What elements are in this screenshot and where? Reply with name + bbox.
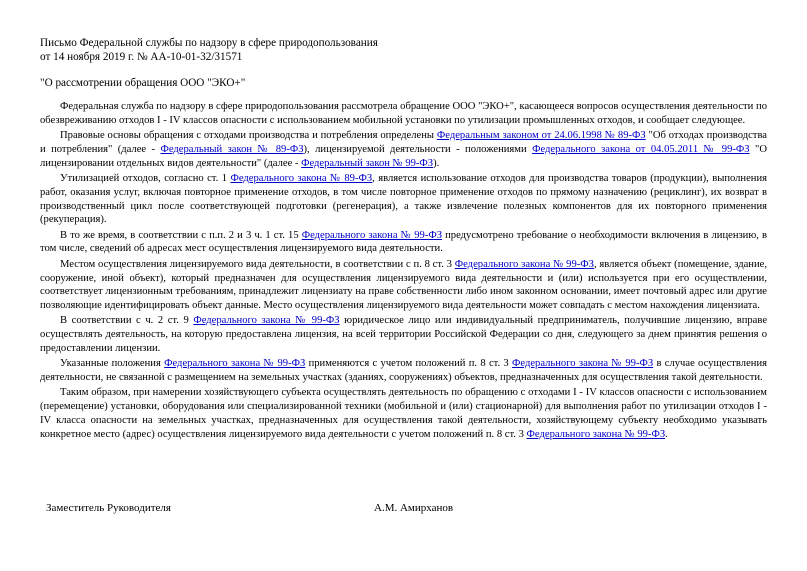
document-header [40,36,378,64]
law-link-99fz[interactable]: Федерального закона № 99-ФЗ [164,358,306,370]
law-link-99fz-full[interactable]: Федерального закона от 04.05.2011 № 99-ФЗ [532,143,750,155]
document-body [40,100,767,443]
paragraph-text: "Об отходах производства и потребления" (далее - [40,130,768,155]
paragraph-text: , является использование отходов для производства товаров (продукции), выполнения работ, оказания услуг, включая повторное применение отходов, в том числе повторное применение отходов по прямому назначению (рециклинг), их возврат в производственный цикл после соответствующей подготовки (регенерация), а также извлечение полезных компонентов для их повторного применения (рекуперация). [40,172,768,226]
paragraph-text: юридическое лицо или индивидуальный предприниматель, получившие лицензию, вправе осуществлять деятельность, на которую предоставлена лицензия, на всей территории Российской Федерации со дня, следующего за днем принятия решения о предоставлении лицензии. [40,315,768,355]
signature-name: А.М. Амирханов [374,502,454,514]
paragraph-6 [40,314,767,355]
law-link-89fz[interactable]: Федерального закона № 89-ФЗ [230,172,373,184]
law-link-99fz[interactable]: Федерального закона № 99-ФЗ [454,258,594,270]
signature-role: Заместитель Руководителя [46,502,171,514]
paragraph-text: предусмотрено требование о необходимости включения в лицензию, в том числе, сведений об адресах мест осуществления лицензируемого вида деятельности. [40,229,767,255]
paragraph-text: , является объект (помещение, здание, сооружение, иной объект), который предназначен для осуществления лицензируемого вида деятельности и (или) используется при его осуществлении, соответствует лицензионным требованиям, принадлежит лицензиату на праве собственности либо ином законном основании, имеет почтовый адрес или другие позволяющие идентифицировать объект данные. Место осуществления лицензируемого вида деятельности может совпадать с местом нахождения лицензиата. [40,258,767,312]
paragraph-4 [40,229,767,257]
law-link-99fz[interactable]: Федерального закона № 99-ФЗ [193,315,340,327]
law-link-89fz-full[interactable]: Федеральным законом от 24.06.1998 № 89-ФЗ [436,130,646,142]
header-line-2: от 14 ноября 2019 г. № АА-10-01-32/31571 [40,51,243,63]
paragraph-text: ), лицензируемой деятельности - положениями [303,143,533,155]
paragraph-text: Утилизацией отходов, согласно ст. 1 [60,172,231,184]
paragraph-3 [40,172,767,227]
paragraph-8 [40,386,767,441]
paragraph-text: Местом осуществления лицензируемого вида деятельности, в соответствии с п. 8 ст. 3 [60,258,455,270]
paragraph-text: Федеральная служба по надзору в сфере природопользования рассмотрела обращение ООО "ЭКО+", касающееся вопросов осуществления деятельности по обезвреживанию отходов I - IV классов опасности с использованием мобильной установки по утилизации промышленных отходов, и сообщает следующее. [40,101,767,126]
law-link-89fz[interactable]: Федеральный закон № 89-ФЗ [160,143,304,155]
paragraph-text: применяются с учетом положений п. 8 ст. 3 [305,358,513,370]
law-link-99fz[interactable]: Федерального закона № 99-ФЗ [512,358,654,370]
paragraph-text: В то же время, в соответствии с п.п. 2 и 3 ч. 1 ст. 15 [60,229,302,241]
law-link-99fz[interactable]: Федерального закона № 99-ФЗ [526,428,666,440]
paragraph-text: . [665,428,668,440]
paragraph-text: ). [433,157,440,169]
header-line-1: Письмо Федеральной службы по надзору в сфере природопользования [40,37,378,49]
paragraph-text: Таким образом, при намерении хозяйствующего субъекта осуществлять деятельность по обращению с отходами I - IV классов опасности с использованием (перемещение) установки, оборудования или специализированной техники (мобильной и (или) стационарной) для выполнения работ по утилизации отходов I - IV класса опасности на земельных участках, предназначенных для осуществления такой деятельности, хозяйствующему субъекту необходимо указывать конкретное место (адрес) осуществления лицензируемого вида деятельности с учетом положений п. 8 ст. 3 [40,387,767,440]
law-link-99fz[interactable]: Федерального закона № 99-ФЗ [301,229,443,241]
paragraph-text: Указанные положения [60,358,165,370]
paragraph-text: в случае осуществления деятельности, не связанной с размещением на земельных участках (зданиях, сооружениях) объектов, предназначенных для осуществления такой деятельности. [40,358,767,384]
paragraph-text: "О лицензировании отдельных видов деятельности" (далее - [40,143,767,169]
paragraph-1 [40,100,767,128]
paragraph-2 [40,129,767,170]
law-link-99fz[interactable]: Федеральный закон № 99-ФЗ [301,157,434,169]
paragraph-5 [40,258,767,313]
document-subject: "О рассмотрении обращения ООО "ЭКО+" [40,77,246,89]
paragraph-7 [40,357,767,385]
paragraph-text: Правовые основы обращения с отходами производства и потребления определены [60,130,437,142]
paragraph-text: В соответствии с ч. 2 ст. 9 [60,315,194,327]
